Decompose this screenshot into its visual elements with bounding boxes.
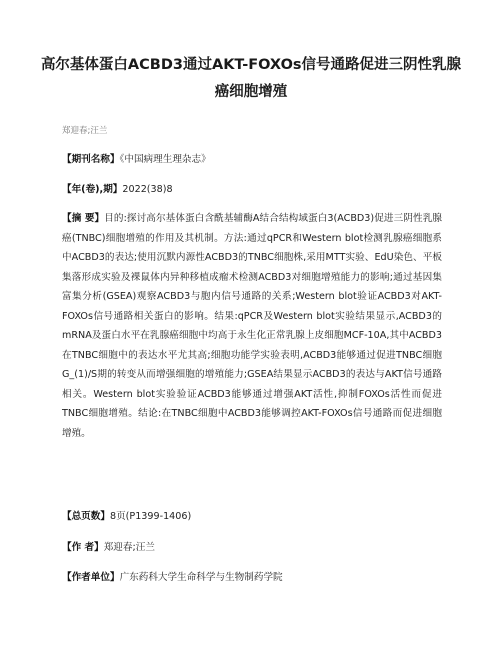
affiliation-value: 广东药科大学生命科学与生物制药学院 [119, 572, 283, 583]
pages-label: 【总页数】 [62, 511, 110, 522]
abstract-label: 【摘 要】 [62, 213, 105, 224]
article-title: 高尔基体蛋白ACBD3通过AKT-FOXOs信号通路促进三阴性乳腺癌细胞增殖 [40, 57, 462, 100]
pages-field [62, 507, 442, 527]
journal-label: 【期刊名称】 [62, 154, 120, 165]
author-line: 郑迎春;汪兰 [62, 126, 108, 136]
journal-field [62, 150, 442, 170]
year-issue-label: 【年(卷),期】 [62, 184, 123, 195]
authors-value: 郑迎春;汪兰 [103, 542, 155, 553]
year-issue-field [62, 180, 442, 200]
affiliation-label: 【作者单位】 [62, 572, 120, 583]
affiliation-field [62, 568, 442, 588]
authors-field [62, 538, 442, 558]
journal-value: 《中国病理生理杂志》 [119, 154, 211, 165]
authors-label: 【作 者】 [62, 542, 104, 553]
year-issue-value: 2022(38)8 [122, 184, 173, 195]
abstract-text: 目的:探讨高尔基体蛋白含酰基辅酶A结合结构域蛋白3(ACBD3)促进三阴性乳腺癌(TNBC)细胞增殖的作用及其机制。方法:通过qPCR和Western blot检测乳腺癌细胞系中ACBD3的表达;使用沉默内源性ACBD3的TNBC细胞株,采用MTT实验、EdU染色、平板集落形成实验及裸鼠体内异种移植成瘤术检测ACBD3对细胞增殖能力的影响;通过基因集富集分析(GSEA)观察ACBD3与胞内信号通路的关系;Western blot验证ACBD3对AKT-FOXOs信号通路相关蛋白的影响。结果:qPCR及Western blot实验结果显示,ACBD3的mRNA及蛋白水平在乳腺癌细胞中均高于永生化正常乳腺上皮细胞MCF-10A,其中ACBD3在TNBC细胞中的表达水平尤其高;细胞功能学实验表明,ACBD3能够通过促进TNBC细胞G_(1)/S期的转变从而增强细胞的增殖能力;GSEA结果显示ACBD3的表达与AKT信号通路相关。Western blot实验验证ACBD3能够通过增强AKT活性,抑制FOXOs活性而促进TNBC细胞增殖。结论:在TNBC细胞中ACBD3能够调控AKT-FOXOs信号通路而促进细胞增殖。 [62, 213, 442, 439]
pages-value: 8页(P1399-1406) [109, 511, 192, 522]
abstract-field [62, 209, 442, 443]
